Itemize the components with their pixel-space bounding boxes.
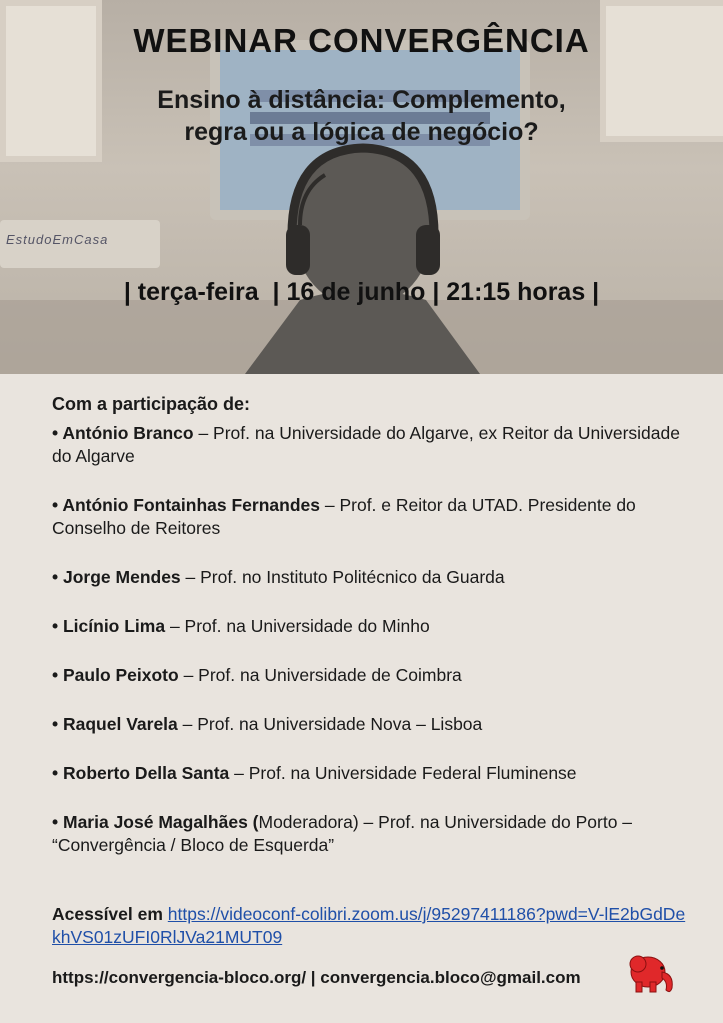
- access-section: [52, 903, 692, 949]
- schedule: | terça-feira | 16 de junho | 21:15 horas |: [123, 278, 600, 306]
- participant-item: [52, 713, 692, 736]
- participants-section: [52, 393, 692, 883]
- participant-name: • António Branco: [52, 423, 194, 443]
- participant-name: • Jorge Mendes: [52, 567, 181, 587]
- subtitle-line-2: regra ou a lógica de negócio?: [184, 118, 539, 146]
- participant-item: [52, 762, 692, 785]
- participant-item: [52, 664, 692, 687]
- participant-desc: – Prof. na Universidade de Coimbra: [178, 665, 462, 685]
- participant-name: • Licínio Lima: [52, 616, 166, 636]
- participant-item: [52, 422, 692, 468]
- access-label: Acessível em: [52, 904, 163, 924]
- participant-desc: – Prof. na Universidade do Algarve, ex Reitor da Universidade do Algarve: [52, 423, 680, 466]
- hero-image: [0, 0, 723, 374]
- participant-desc: Moderadora) – Prof. na Universidade do Porto – “Convergência / Bloco de Esquerda”: [52, 812, 633, 855]
- subtitle-line-1: Ensino à distância: Complemento,: [157, 86, 566, 114]
- participant-name: • António Fontainhas Fernandes: [52, 495, 320, 515]
- elephant-icon: [626, 948, 680, 996]
- participant-name: • Paulo Peixoto: [52, 665, 179, 685]
- contact-line[interactable]: https://convergencia-bloco.org/ | convergencia.bloco@gmail.com: [52, 968, 581, 987]
- participants-intro: Com a participação de:: [52, 394, 251, 414]
- participant-item: [52, 494, 692, 540]
- participant-item: [52, 566, 692, 589]
- participant-item: [52, 811, 692, 857]
- participant-name: • Raquel Varela: [52, 714, 178, 734]
- participant-desc: – Prof. no Instituto Politécnico da Guarda: [180, 567, 505, 587]
- page-title: WEBINAR CONVERGÊNCIA: [133, 22, 590, 59]
- participant-name: • Roberto Della Santa: [52, 763, 230, 783]
- participant-item: [52, 615, 692, 638]
- studio-sign: EstudoEmCasa: [6, 232, 109, 247]
- participant-desc: – Prof. na Universidade do Minho: [165, 616, 430, 636]
- participant-name: • Maria José Magalhães (: [52, 812, 259, 832]
- participant-desc: – Prof. e Reitor da UTAD. Presidente do Conselho de Reitores: [52, 495, 636, 538]
- participant-desc: – Prof. na Universidade Nova – Lisboa: [177, 714, 483, 734]
- subtitle: [0, 84, 723, 148]
- participant-desc: – Prof. na Universidade Federal Fluminense: [229, 763, 577, 783]
- zoom-link[interactable]: https://videoconf-colibri.zoom.us/j/95297411186?pwd=V-lE2bGdDekhVS01zUFI0RlJVa21MUT09: [52, 904, 686, 947]
